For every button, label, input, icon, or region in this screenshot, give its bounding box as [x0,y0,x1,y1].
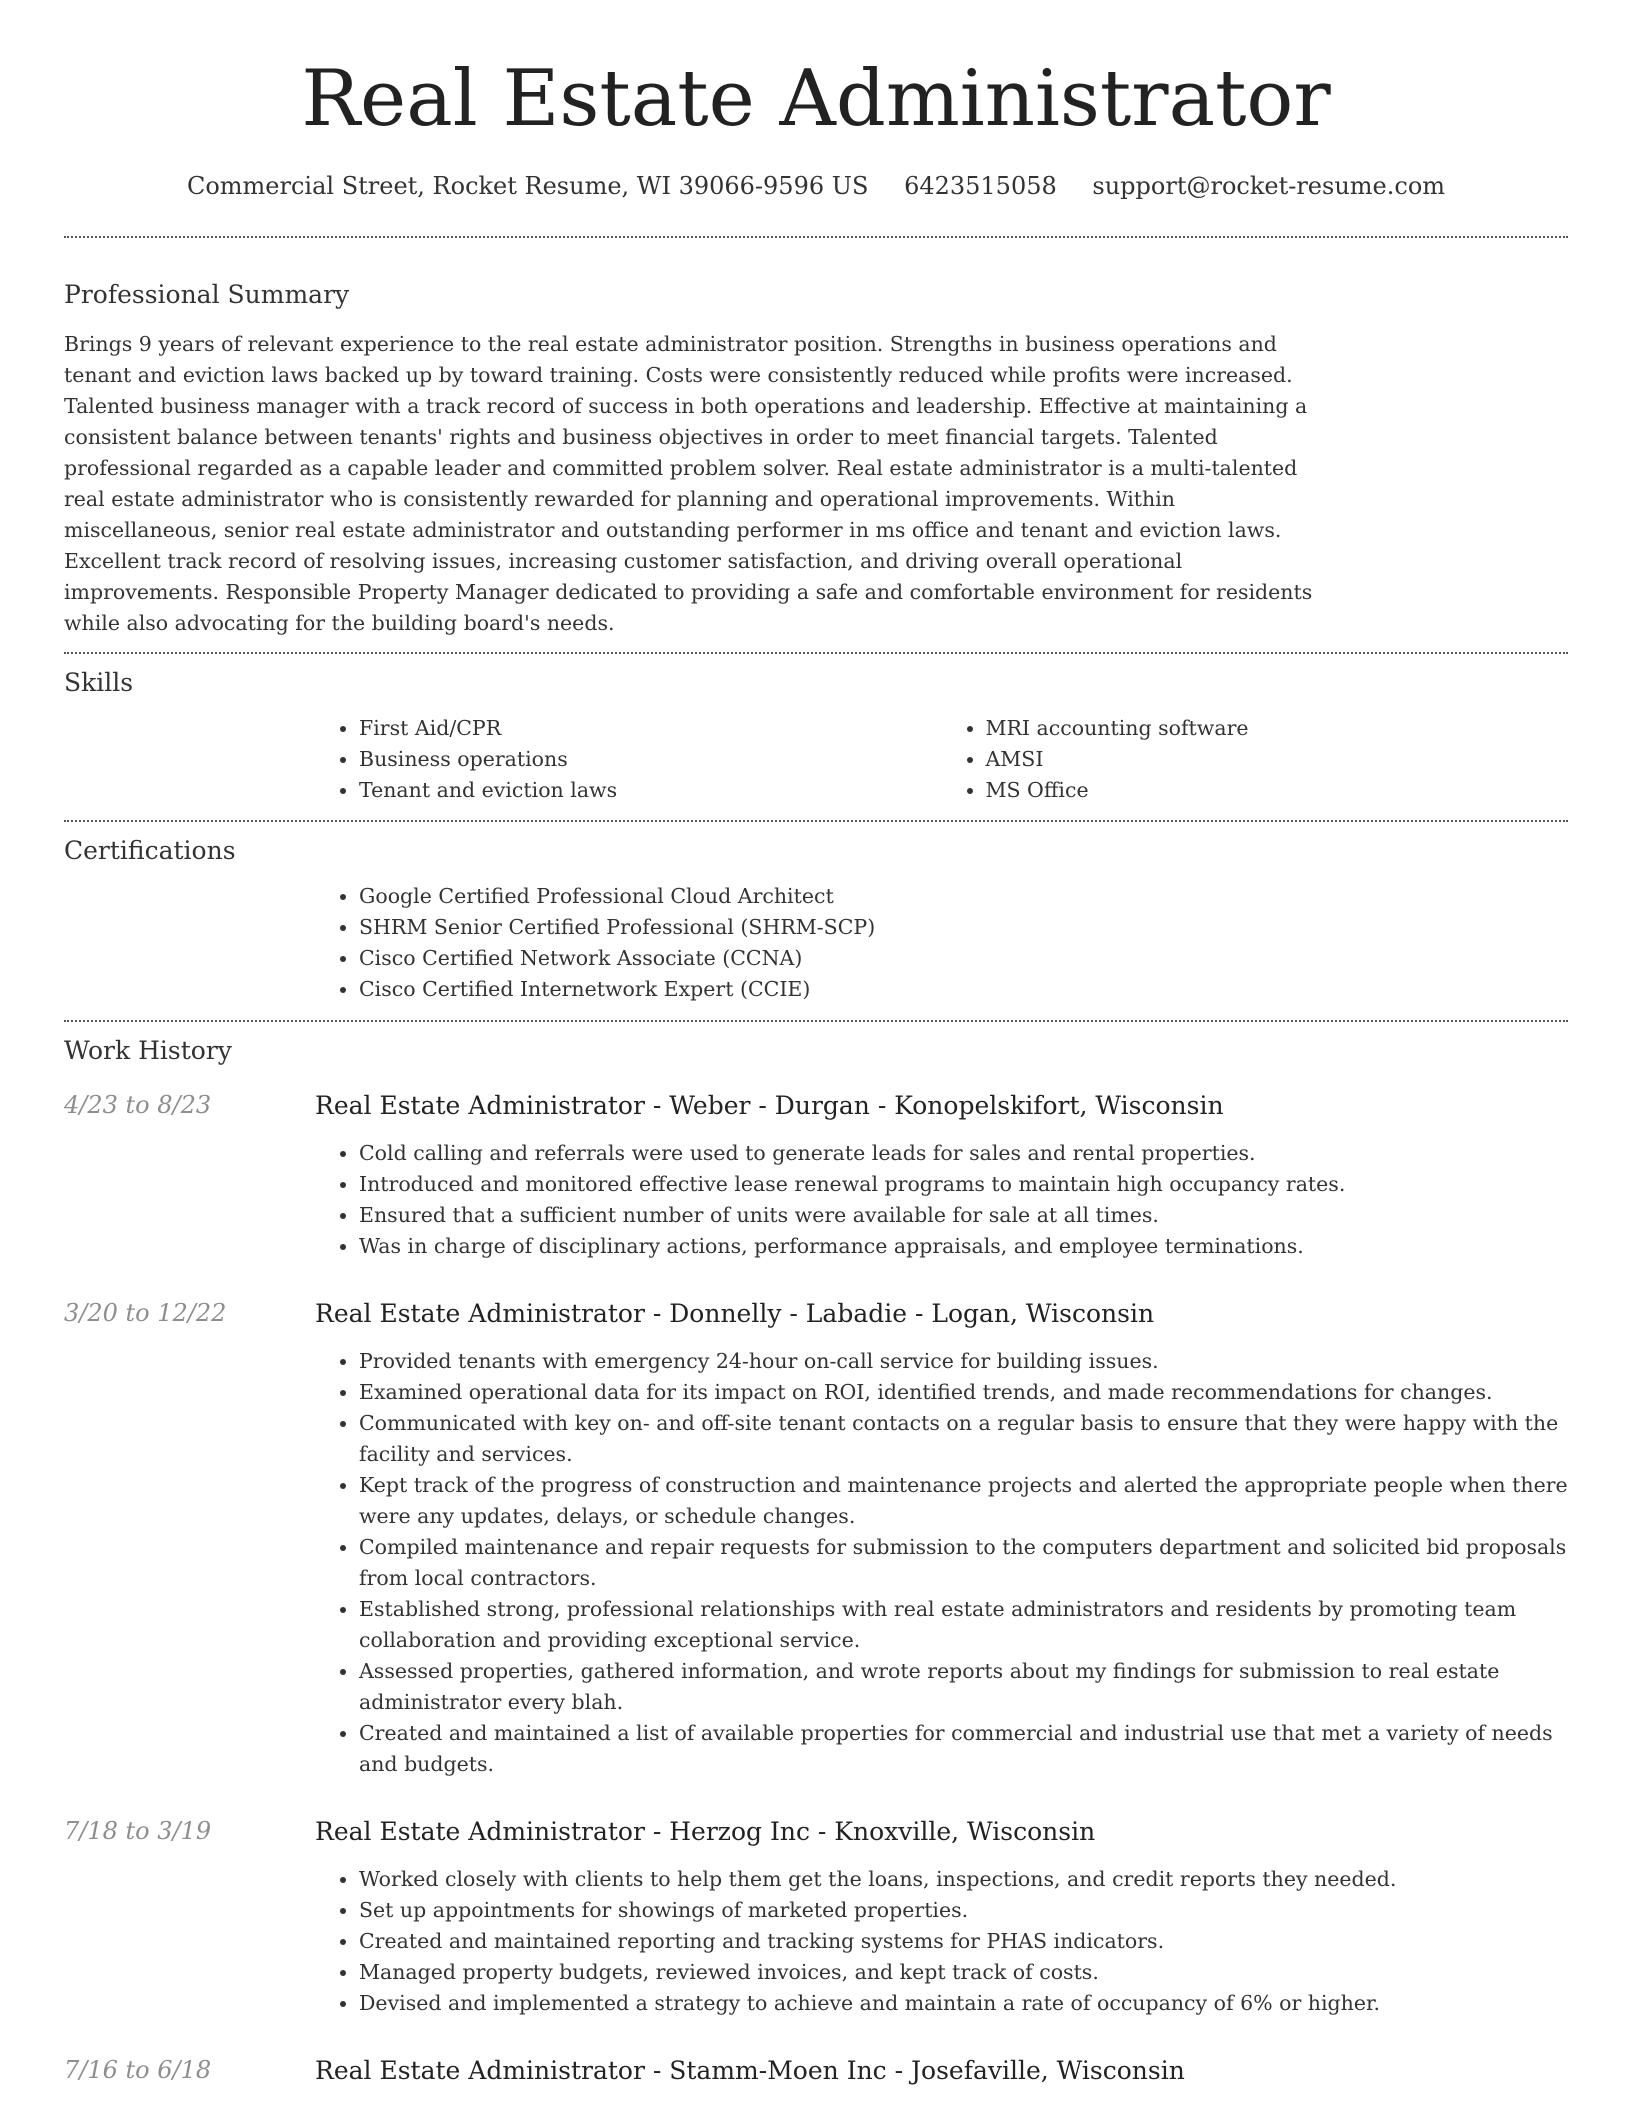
contact-email: support@rocket-resume.com [1092,172,1446,200]
certifications-section [64,836,1568,1005]
skills-grid [315,713,1568,806]
summary-section [64,280,1568,639]
section-title-summary: Professional Summary [64,280,350,309]
job-bullet: • Kept track of the progress of construction and maintenance projects and alerted the appropriate people when there were any updates, delays, or schedule changes. [359,1470,1568,1532]
certifications-body [315,881,1568,1005]
job-bullet: • Provided tenants with emergency 24-hour on-call service for building issues. [359,1346,1568,1377]
skill-item: • Tenant and eviction laws [359,775,942,806]
skill-item: • MRI accounting software [986,713,1569,744]
divider [64,236,1568,238]
job-heading: Real Estate Administrator - Stamm-Moen Inc - Josefaville, Wisconsin [315,2056,1185,2085]
job-entry [64,1299,1568,1780]
divider [64,652,1568,654]
contact-phone: 6423515058 [904,172,1057,200]
job-heading: Real Estate Administrator - Weber - Durgan - Konopelskifort, Wisconsin [315,1091,1224,1120]
job-bullet: • Cold calling and referrals were used to generate leads for sales and rental properties. [359,1138,1568,1169]
job-bullet: • Compiled maintenance and repair requests for submission to the computers department and solicited bid proposals from local contractors. [359,1532,1568,1594]
work-history-section [64,1036,1568,2085]
job-bullet: • Set up appointments for showings of marketed properties. [359,1895,1568,1926]
job-bullet: • Communicated with key on- and off-site tenant contacts on a regular basis to ensure that they were happy with the facility and services. [359,1408,1568,1470]
skills-section [64,668,1568,806]
job-bullet: • Ensured that a sufficient number of units were available for sale at all times. [359,1200,1568,1231]
job-entry [64,1091,1568,1262]
divider [64,820,1568,822]
skill-item: • First Aid/CPR [359,713,942,744]
certifications-list [315,881,1568,1005]
job-bullet: • Created and maintained a list of available properties for commercial and industrial use that met a variety of needs and budgets. [359,1718,1568,1780]
divider [64,1020,1568,1022]
skill-item: • AMSI [986,744,1569,775]
certification-item: • Google Certified Professional Cloud Architect [359,881,1568,912]
candidate-name: Real Estate Administrator [301,54,1331,144]
job-bullets [315,1138,1568,1262]
job-dates: 7/18 to 3/19 [64,1817,212,1845]
job-bullet: • Examined operational data for its impact on ROI, identified trends, and made recommendations for changes. [359,1377,1568,1408]
job-bullet: • Managed property budgets, reviewed invoices, and kept track of costs. [359,1957,1568,1988]
skills-list-left [315,713,942,806]
job-bullet: • Devised and implemented a strategy to achieve and maintain a rate of occupancy of 6% or higher. [359,1988,1568,2019]
skill-item: • MS Office [986,775,1569,806]
certification-item: • Cisco Certified Network Associate (CCNA) [359,943,1568,974]
job-entry [64,2056,1568,2085]
job-bullets [315,1346,1568,1780]
certification-item: • Cisco Certified Internetwork Expert (CCIE) [359,974,1568,1005]
job-bullet: • Worked closely with clients to help them get the loans, inspections, and credit reports they needed. [359,1864,1568,1895]
section-title-skills: Skills [64,668,134,697]
job-dates: 7/16 to 6/18 [64,2056,212,2084]
section-title-work: Work History [64,1036,232,1065]
section-title-certifications: Certifications [64,836,236,865]
job-bullets [315,1864,1568,2019]
job-bullet: • Created and maintained reporting and tracking systems for PHAS indicators. [359,1926,1568,1957]
job-dates: 3/20 to 12/22 [64,1299,227,1327]
job-bullet: • Was in charge of disciplinary actions, performance appraisals, and employee terminations. [359,1231,1568,1262]
skills-list-right [942,713,1569,806]
certification-item: • SHRM Senior Certified Professional (SHRM-SCP) [359,912,1568,943]
contact-line [64,172,1568,200]
job-bullet: • Assessed properties, gathered information, and wrote reports about my findings for submission to real estate administrator every blah. [359,1656,1568,1718]
job-heading: Real Estate Administrator - Herzog Inc - Knoxville, Wisconsin [315,1817,1096,1846]
resume-page [64,0,1568,2085]
job-heading: Real Estate Administrator - Donnelly - Labadie - Logan, Wisconsin [315,1299,1155,1328]
job-bullet: • Introduced and monitored effective lease renewal programs to maintain high occupancy rates. [359,1169,1568,1200]
contact-address: Commercial Street, Rocket Resume, WI 39066-9596 US [186,172,869,200]
job-bullet: • Established strong, professional relationships with real estate administrators and residents by promoting team collaboration and providing exceptional service. [359,1594,1568,1656]
job-entry [64,1817,1568,2019]
job-dates: 4/23 to 8/23 [64,1091,212,1119]
summary-text: Brings 9 years of relevant experience to the real estate administrator position. Strengths in business operations and tenant and eviction laws backed up by toward training. Costs were consistently reduced while profits were increased. Talented business manager with a track record of success in both operations and leadership. Effective at maintaining a consistent balance between tenants' rights and business objectives in order to meet financial targets. Talented professional regarded as a capable leader and committed problem solver. Real estate administrator is a multi-talented real estate administrator who is consistently rewarded for planning and operational improvements. Within miscellaneous, senior real estate administrator and outstanding performer in ms office and tenant and eviction laws. Excellent track record of resolving issues, increasing customer satisfaction, and driving overall operational improvements. Responsible Property Manager dedicated to providing a safe and comfortable environment for residents while also advocating for the building board's needs. [64,332,1313,635]
skill-item: • Business operations [359,744,942,775]
